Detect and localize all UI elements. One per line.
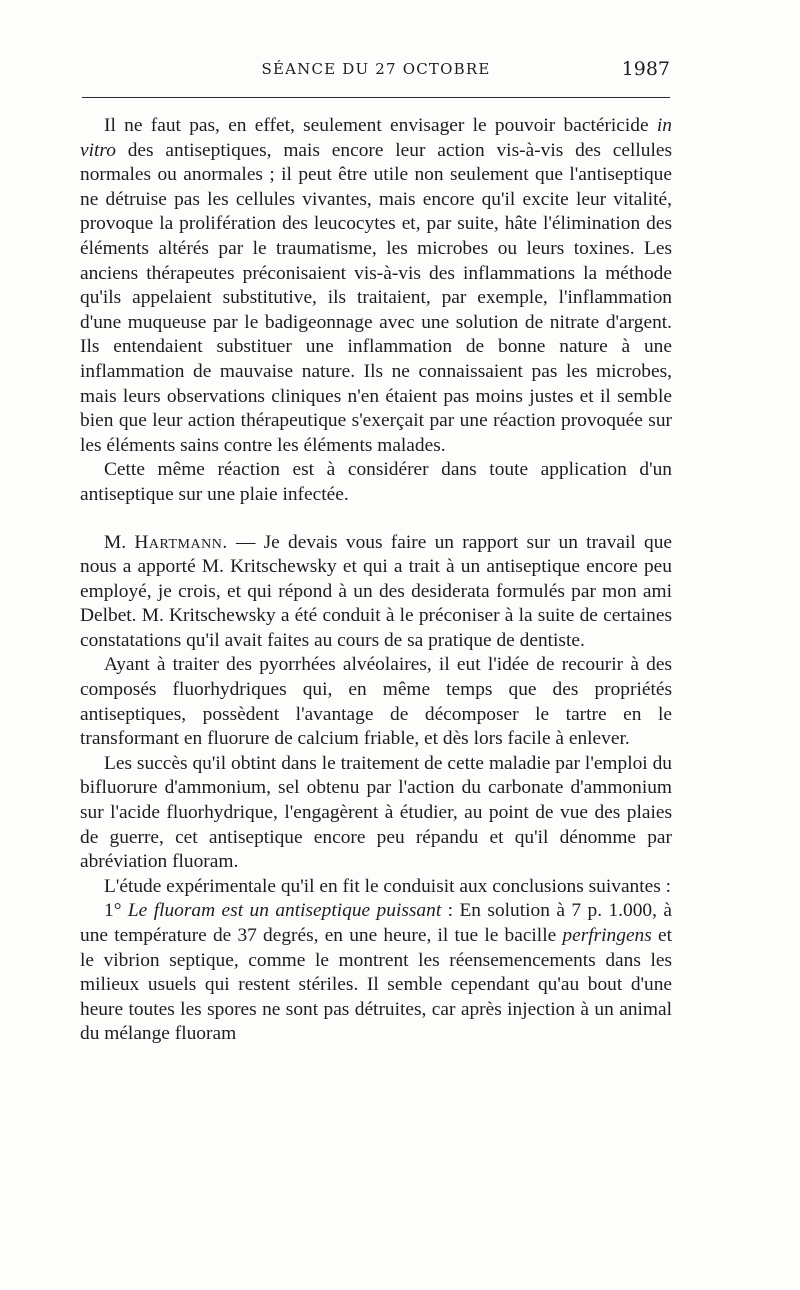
running-head-title: SÉANCE DU 27 OCTOBRE — [261, 60, 491, 78]
paragraph-7-part-b: et le vibrion septique, comme le montrent les réensemencements dans les milieux usuels qui restent stériles. Il semble cependant qu'au bout d'une heure toutes les spores ne sont pas détruites, car après injection à un animal du mélange fluoram — [80, 925, 672, 1045]
page-number: 1987 — [621, 58, 670, 80]
paragraph-5: Les succès qu'il obtint dans le traitement de cette maladie par l'emploi du bifluorure d'ammonium, sel obtenu par l'action du carbonate d'ammonium sur l'acide fluorhydrique, l'engagèrent à étudier, au point de vue des plaies de guerre, cet antiseptique encore peu répandu et qu'il dénomme par abréviation fluoram. — [80, 752, 672, 873]
paragraph-1-italic: in vitro — [80, 115, 672, 161]
paragraph-7-italic-term: perfringens — [562, 925, 652, 946]
speaker-name: Hartmann. — [134, 531, 228, 553]
paragraph-7-part-a: : En solution à 7 p. 1.000, à une température de 37 degrés, en une heure, il tue le bacille — [80, 900, 672, 946]
body-text — [80, 114, 672, 1047]
running-head — [82, 58, 670, 86]
paragraph-7 — [80, 899, 672, 1047]
speaker-prefix: M. — [104, 531, 135, 553]
conclusion-number: 1° — [104, 900, 128, 922]
header-rule — [82, 97, 670, 98]
conclusion-italic-heading: Le fluoram est un antiseptique puissant — [127, 900, 442, 922]
paragraph-2: Cette même réaction est à considérer dans toute application d'un antiseptique sur une plaie infectée. — [80, 459, 672, 505]
paragraph-4: Ayant à traiter des pyorrhées alvéolaires, il eut l'idée de recourir à des composés fluorhydriques qui, en même temps que des propriétés antiseptiques, possèdent l'avantage de décomposer le tartre en le transformant en fluorure de calcium friable, et dès lors facile à enlever. — [80, 654, 672, 750]
paragraph-1 — [80, 114, 672, 458]
paragraph-3-text: — Je devais vous faire un rapport sur un travail que nous a apporté M. Kritschewsky et qui a trait à un antiseptique encore peu employé, je crois, et qui répond à un des desiderata formulés par mon ami Delbet. M. Kritschewsky a été conduit à le préconiser à la suite de certaines constatations qu'il avait faites au cours de sa pratique de dentiste. — [80, 531, 672, 651]
paragraph-6: L'étude expérimentale qu'il en fit le conduisit aux conclusions suivantes : — [104, 875, 672, 897]
paragraph-3 — [80, 531, 672, 654]
paragraph-1-part-a: Il ne faut pas, en effet, seulement envisager le pouvoir bactéricide — [104, 115, 657, 136]
paragraph-1-part-b: des antiseptiques, mais encore leur action vis-à-vis des cellules normales ou anormales ; il peut être utile non seulement que l'antiseptique ne détruise pas les cellules vivantes, mais encore qu'il excite leur vitalité, provoque la prolifération des leucocytes et, par suite, hâte l'élimination des éléments altérés par le traumatisme, les microbes ou leurs toxines. Les anciens thérapeutes préconisaient vis-à-vis des inflammations la méthode qu'ils appelaient substitutive, ils traitaient, par exemple, l'inflammation d'une muqueuse par le badigeonnage avec une solution de nitrate d'argent. Ils entendaient substituer une inflammation de bonne nature à une inflammation de mauvaise nature. Ils ne connaissaient pas les microbes, mais leurs observations cliniques n'en étaient pas moins justes et il semble bien que leur action thérapeutique s'exerçait par une réaction provoquée sur les éléments sains contre les éléments malades. — [80, 139, 672, 456]
